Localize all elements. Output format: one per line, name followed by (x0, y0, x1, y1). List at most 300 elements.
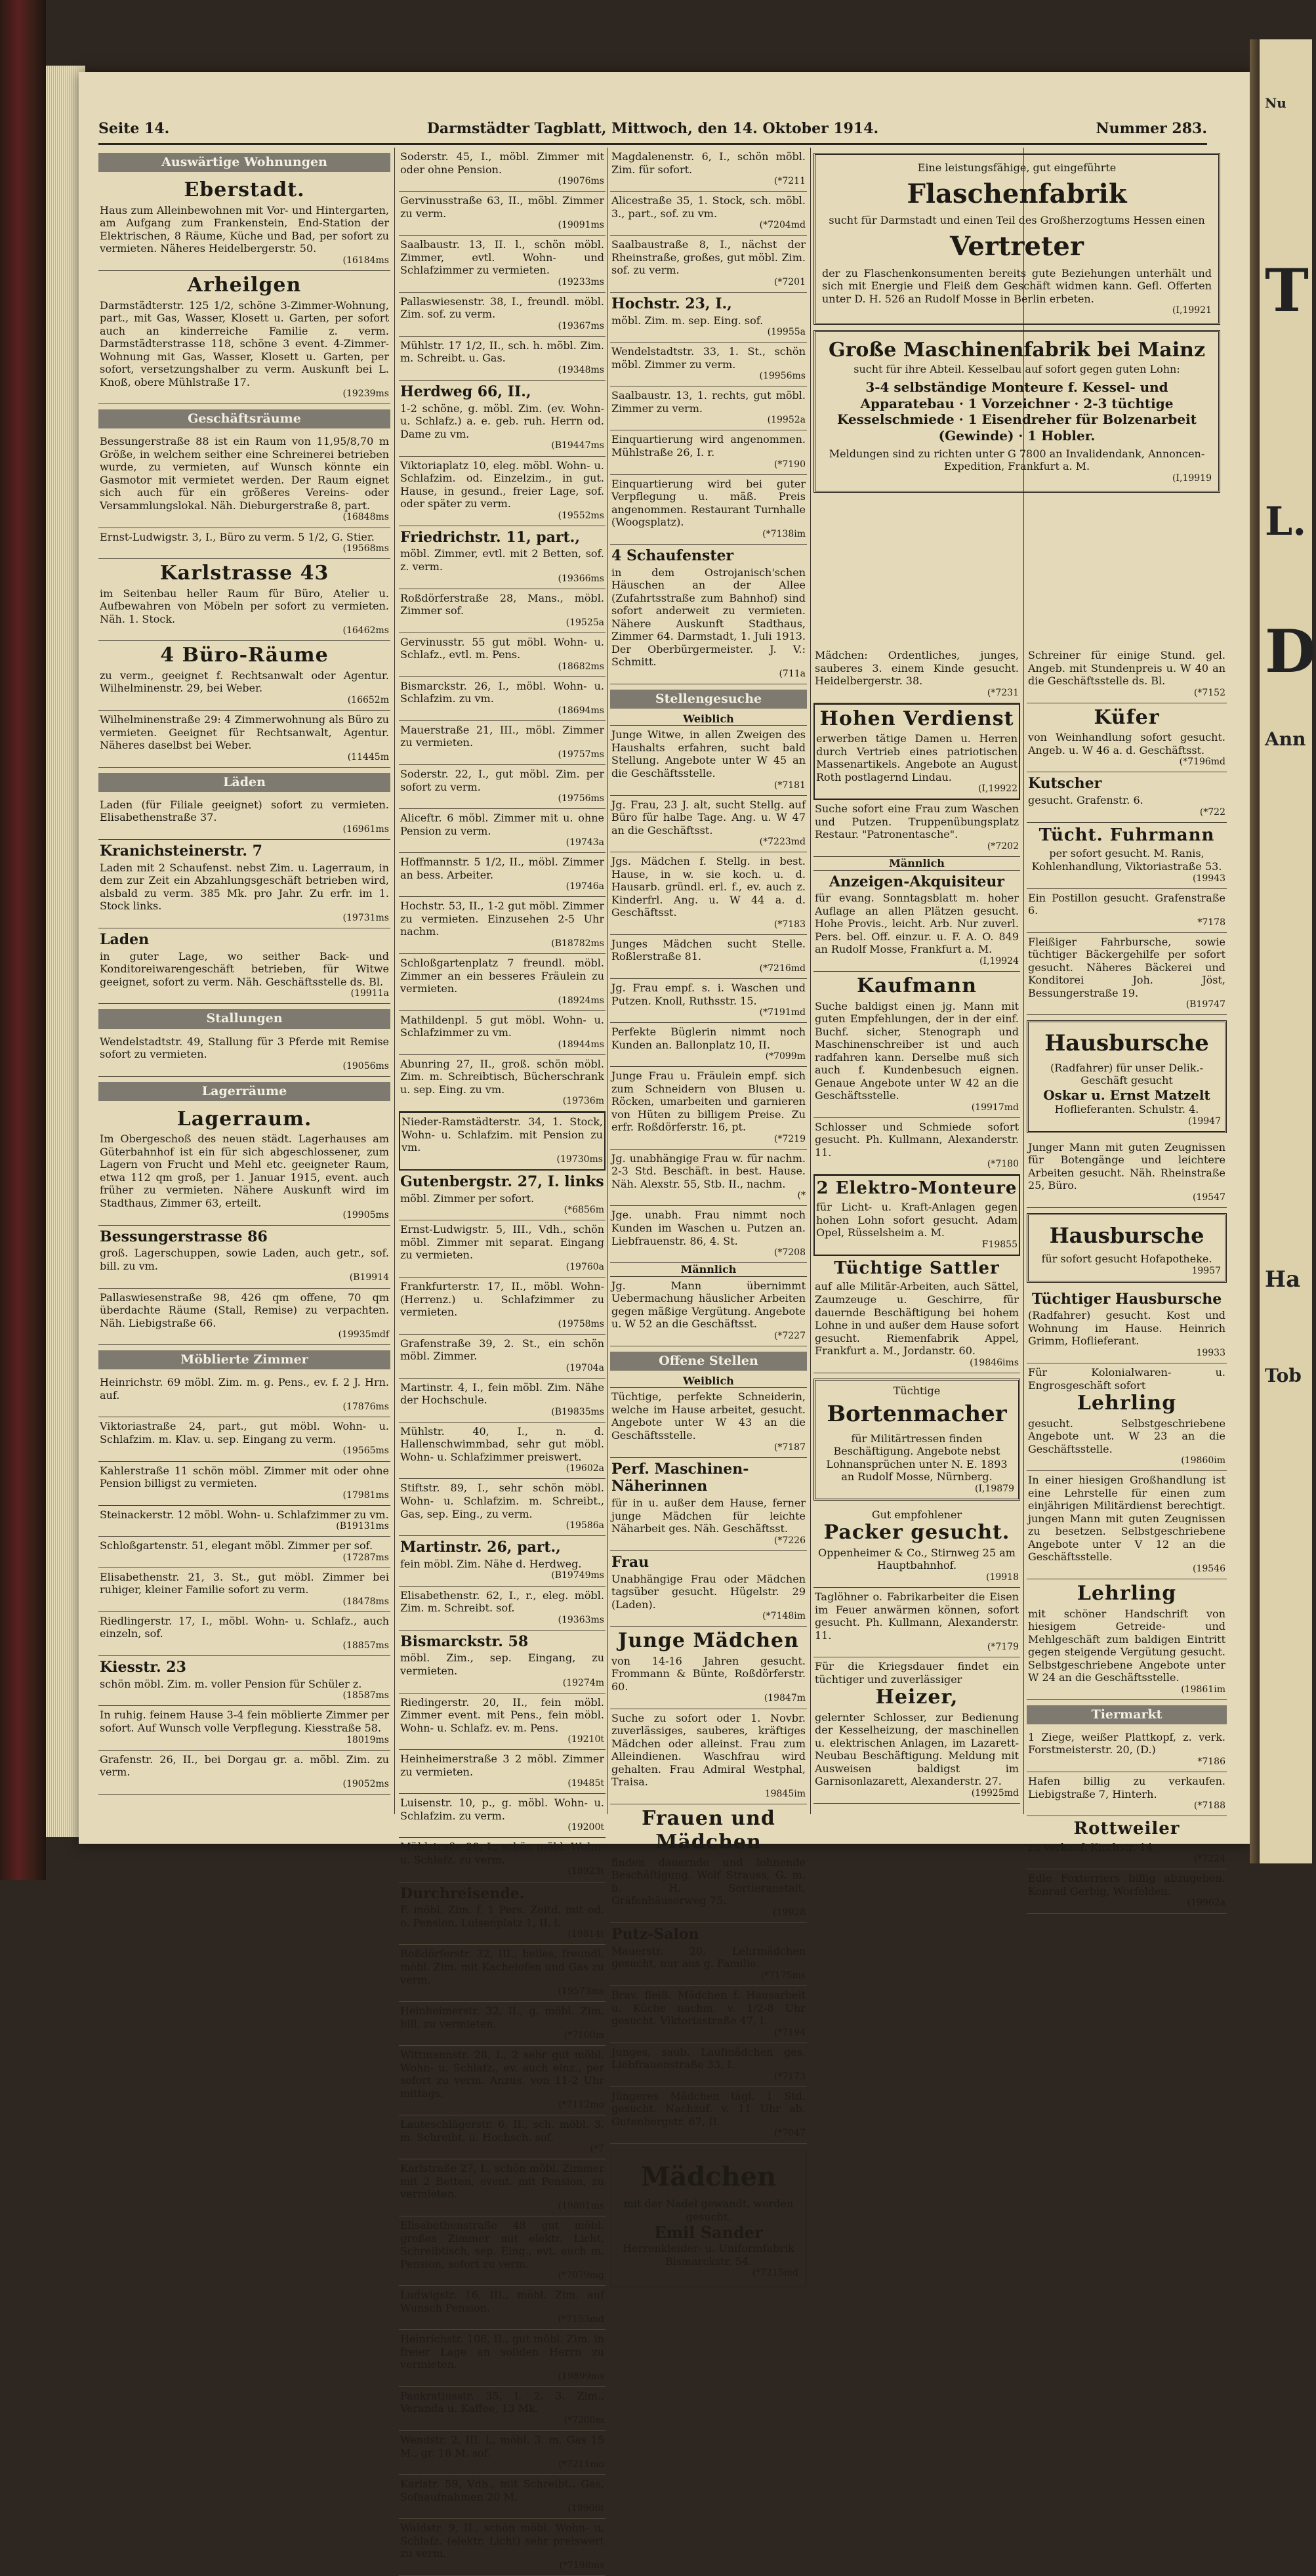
classified-ad (399, 1587, 606, 1631)
ad-code: (19935mdf (338, 1329, 389, 1340)
ad-text: für Militärtressen finden Beschäftigung. Angebote nebst Lohnansprüchen unter N. E. 1893 an Rudolf Mosse, Nürnberg. (826, 1432, 1008, 1484)
ad-text: möbl. Zimmer, evtl. mit 2 Betten, sof. z. verm. (400, 547, 604, 573)
ad-heading: Hausbursche (1049, 1222, 1204, 1248)
classified-ad (399, 1335, 606, 1379)
ad-code: (*7219 (773, 1133, 806, 1144)
ad-code: (19552ms (558, 510, 604, 521)
ad-text: Mühlstraße 28, I., schön möbl. Wohn- u. Schlafz. zu verm. (400, 1840, 604, 1866)
classified-ad (399, 337, 606, 381)
ad-list: 3-4 selbständige Monteure f. Kessel- und Apparatebau · 1 Vorzeichner · 2-3 tüchtige Kesselschmiede · 1 Eisendreher für Bolzenarbeit (Gewinde) · 1 Hobler. (837, 379, 1197, 444)
issue-number: Nummer 283. (1096, 120, 1207, 137)
ad-code: (B19749ms (551, 1570, 604, 1581)
classified-ad (98, 176, 390, 271)
subsection-heading: Weiblich (610, 713, 807, 726)
classified-ad (610, 1923, 807, 1986)
subsection-heading: Männlich (610, 1263, 807, 1277)
ad-text: Heinheimerstr. 32, II., g. möbl. Zim. bill. zu vermieten. (400, 2005, 604, 2030)
ad-text: von Weinhandlung sofort gesucht. Angeb. u. W 46 a. d. Geschäftsst. (1028, 731, 1225, 757)
classified-ad (610, 1458, 807, 1551)
classified-ad (399, 2330, 606, 2387)
classified-ad (399, 148, 606, 192)
ad-text: in guter Lage, wo seither Back- und Konditoreiwarengeschäft betrieben, für Witwe geeignet, sofort zu verm. Näh. Geschäftsstelle ds. Bl. (100, 949, 389, 988)
classified-ad (399, 2286, 606, 2330)
ad-text: Grafenstraße 39, 2. St., ein schön möbl. Zimmer. (400, 1337, 604, 1363)
ad-text: Elisabethenstr. 21, 3. St., gut möbl. Zimmer bei ruhiger, kleiner Familie sofort zu verm. (100, 1570, 389, 1596)
ad-heading: Martinstr. 26, part., (400, 1539, 561, 1556)
ad-code: (19546 (1193, 1563, 1225, 1574)
ad-code: (17981ms (342, 1489, 389, 1501)
classified-ad (399, 809, 606, 853)
boxed-ad (813, 703, 1020, 800)
ad-code: (16848ms (342, 512, 389, 523)
ad-code: (*7079mg (558, 2270, 604, 2281)
ad-code: (B19835ms (551, 1406, 604, 1417)
classified-ad (813, 1118, 1020, 1175)
classified-ad (610, 1986, 807, 2043)
ad-code: (*7231 (987, 687, 1019, 698)
classified-ad (610, 1023, 807, 1067)
classified-ad (98, 796, 390, 840)
ad-text: Hoffmannstr. 5 1/2, II., möbl. Zimmer an bess. Arbeiter. (400, 856, 604, 881)
ad-code: (19906t (567, 2503, 604, 2514)
boxed-ad (813, 330, 1220, 493)
ad-code: (19704a (565, 1362, 604, 1373)
classified-ad (610, 236, 807, 293)
ad-heading: Lehrling (1077, 1392, 1177, 1415)
ad-heading: Arheilgen (187, 273, 302, 297)
column-rule (394, 148, 395, 1814)
column-5 (1027, 646, 1227, 1909)
ad-code: (11445m (347, 751, 389, 762)
ad-code: (*7188 (1193, 1800, 1225, 1812)
ad-heading: Frau (611, 1553, 649, 1571)
ad-text: sucht für Darmstadt und einen Teil des Großherzogtums Hessen einen (829, 214, 1205, 227)
ad-code: (*722 (1199, 806, 1225, 818)
ad-text: Nieder-Ramstädterstr. 34, 1. Stock, Wohn- u. Schlafzim. mit Pension zu vm. (401, 1115, 603, 1154)
ad-heading: Junge Mädchen (618, 1629, 799, 1653)
ad-text: Hoflieferanten. Schulstr. 4. (1054, 1103, 1199, 1116)
classified-ad (399, 1794, 606, 1838)
classified-ad (98, 1462, 390, 1506)
ad-text: Brav. fleiß. Mädchen f. Hausarbeit u. Küche nachm. v. 1/2-8 Uhr gesucht. Viktoriastraße 47, I. (611, 1988, 806, 2027)
ad-text: Suche zu sofort oder 1. Novbr. zuverlässiges, sauberes, kräftiges Mädchen oder alleinst. Frau zum Alleindienen. Waschfrau wird gehalten. Frau Admiral Westphal, Traisa. (611, 1711, 806, 1789)
classified-ad (610, 1709, 807, 1804)
ad-code: (19911a (350, 988, 389, 999)
ad-text: Viktoriastraße 24, part., gut möbl. Wohn- u. Schlafzim. m. Klav. u. sep. Eingang zu verm. (100, 1420, 389, 1445)
classified-ad (399, 457, 606, 526)
ad-code: (I,19922 (978, 783, 1018, 795)
classified-ad (1027, 1471, 1227, 1579)
ad-code: (B18782ms (551, 938, 604, 949)
ad-code: (18944ms (558, 1039, 604, 1050)
ad-text: für Licht- u. Kraft-Anlagen gegen hohen Lohn sofort gesucht. Adam Opel, Rüsselsheim a. M. (816, 1201, 1018, 1239)
ad-code: (*7190 (773, 459, 806, 470)
classified-ad (610, 430, 807, 474)
classified-ad (610, 1067, 807, 1150)
ad-text: Aliceftr. 6 möbl. Zimmer mit u. ohne Pension zu verm. (400, 812, 604, 837)
classified-ad (399, 1838, 606, 1882)
ad-text: Junge Witwe, in allen Zweigen des Haushalts erfahren, sucht bald Stellung. Angebote unter W 45 an die Geschäftsstelle. (611, 728, 806, 779)
classified-ad (399, 1171, 606, 1220)
ad-code: (*7099m (765, 1051, 806, 1062)
ad-text: erwerben tätige Damen u. Herren durch Vertrieb eines patriotischen Massenartikels. Angebote an August Roth postlagernd Lindau. (816, 732, 1018, 783)
ad-code: (I,19879 (975, 1483, 1014, 1494)
classified-ad (610, 148, 807, 192)
column-rule (810, 148, 811, 1814)
ad-heading: Gutenbergstr. 27, I. links (400, 1173, 604, 1190)
classified-ad (399, 2387, 606, 2431)
ad-code: 19957 (1191, 1265, 1221, 1276)
ad-text: Elisabethenstraße 48 gut möbl. großes Zimmer mit elektr. Licht, Schreibtisch, sep. Eing., evt. auch m. Pension, sofort zu verm. (400, 2219, 604, 2270)
classified-ad (610, 1804, 807, 1923)
classified-ad (399, 2519, 606, 2576)
ad-code: (19801ms (558, 2201, 604, 2211)
ad-text: 1 Ziege, weißer Plattkopf, z. verk. Forstmeisterstr. 20, (D.) (1028, 1730, 1225, 1756)
ad-text: zu verkauf. Kirchstr. 14. (1028, 1840, 1157, 1854)
ad-code: (*7153md (558, 2314, 604, 2325)
column-1 (98, 148, 390, 1814)
classified-ad (399, 954, 606, 1011)
ad-text: Ernst-Ludwigstr. 3, I., Büro zu verm. 5 1/2, G. Stier. (100, 530, 375, 543)
ad-text: In einer hiesigen Großhandlung ist eine Lehrstelle für einen zum einjährigen Militärdienst berechtigt. jungen Mann mit guten Zeugnissen zu besetzen. Selbstgeschriebene Angebote unter V 12 an die Geschäftsstelle. (1028, 1474, 1225, 1564)
ad-text: Mühlstr. 17 1/2, II., sch. h. möbl. Zim. m. Schreibt. u. Gas. (400, 339, 604, 365)
ad-code: (19274m (562, 1677, 604, 1688)
ad-text: Eine leistungsfähige, gut eingeführte (917, 161, 1117, 174)
ad-code: 19845im (764, 1788, 806, 1799)
ad-code: (*7187 (773, 1442, 806, 1453)
ad-code: F19855 (981, 1239, 1018, 1250)
ad-text: Haus zum Alleinbewohnen mit Vor- und Hintergarten, am Aufgang zum Frankenstein, End-Station der Elektrischen, 8 Räume, Küche und Bad, per sofort zu vermieten. Näheres Heidelbergerstr. 50. (100, 203, 389, 255)
ad-code: (18587ms (342, 1690, 389, 1701)
ad-code: (18923t (567, 1866, 604, 1877)
ad-code: (*6856m (564, 1205, 604, 1216)
ad-code: (*7226 (773, 1535, 806, 1546)
ad-code: (*7047 (773, 2128, 806, 2139)
classified-ad (399, 1882, 606, 1945)
ad-code: (19846ims (970, 1357, 1019, 1368)
section-heading: Offene Stellen (610, 1352, 807, 1371)
classified-ad (98, 1751, 390, 1795)
ad-code: (19847m (764, 1693, 806, 1704)
ad-code: (19056ms (342, 1060, 389, 1071)
classified-ad (610, 475, 807, 545)
ad-code: (19366ms (558, 573, 604, 584)
ad-text: Junge Frau u. Fräulein empf. sich zum Schneidern von Blusen u. Röcken, umarbeiten und garnieren von Hüten zu billigem Preise. Zu erfr. Roßdörferstr. 16, pt. (611, 1070, 806, 1134)
ad-heading: Durchreisende. (400, 1884, 525, 1902)
classified-ad (399, 1220, 606, 1278)
boxed-ad (1027, 1020, 1227, 1132)
ad-text: für sofort gesucht Hofapotheke. (1041, 1253, 1212, 1265)
classified-ad (1027, 1288, 1227, 1363)
ad-code: (*7202 (987, 841, 1019, 852)
ad-code: *7186 (1197, 1756, 1225, 1767)
ad-code: (19485t (567, 1778, 604, 1789)
ad-text: Heinrichstr. 69 möbl. Zim. m. g. Pens., ev. f. 2 J. Hrn. auf. (100, 1376, 389, 1402)
ad-text: Heinheimerstraße 3 2 möbl. Zimmer zu vermieten. (400, 1753, 604, 1778)
ad-text: Schloßgartenplatz 7 freundl. möbl. Zimmer an ein besseres Fräulein zu vermieten. (400, 956, 604, 995)
ad-code: (*7223md (759, 837, 806, 848)
ad-text: Darmstädterstr. 125 1/2, schöne 3-Zimmer-Wohnung, part., mit Gas, Wasser, Klosett u. Garten, per sofort auch an kinderreiche Familie z. verm. Darmstädterstrasse 118, schöne 3 event. 4-Zimmer-Wohnung mit Gas, Wasser, Klosett u. Garten, per sofort, versetzungshalber zu verm. Auskunft bei L. Knoß, obere Mühlstraße 17. (100, 299, 389, 388)
ad-heading: Perf. Maschinen-Näherinnen (611, 1460, 749, 1495)
ad-code: (19348ms (558, 364, 604, 375)
classified-ad (610, 1150, 807, 1207)
ad-text: Mathildenpl. 5 gut möbl. Wohn- u. Schlafzimmer zu vm. (400, 1013, 604, 1039)
ad-text: Lauteschlägerstr. 6, II., sch. möbl. 3. m. Schreibt. u. Hochsch. sof. (400, 2118, 604, 2144)
classified-ad (98, 1706, 390, 1750)
ad-heading: 4 Schaufenster (611, 547, 734, 564)
classified-ad (399, 2046, 606, 2115)
classified-ad (1027, 1138, 1227, 1208)
ad-text: In ruhig. feinem Hause 3-4 fein möblierte Zimmer per sofort. Auf Wunsch volle Verpflegung. Kiesstraße 58. (100, 1709, 389, 1734)
ad-code: (*7224 (1193, 1854, 1225, 1865)
ad-heading: Frauen und Mädchen (642, 1806, 775, 1854)
ad-text: Elisabethenstr. 62, I., r., eleg. möbl. Zim. m. Schreibt. sof. (400, 1589, 604, 1615)
ad-code: (18682ms (558, 661, 604, 672)
classified-ad (399, 1631, 606, 1693)
classified-ad (399, 589, 606, 633)
classified-ad (98, 1656, 390, 1706)
classified-ad (399, 1423, 606, 1480)
ad-code: (*7200m (564, 2415, 604, 2426)
ad-text: Riedingerstr. 20, II., fein möbl. Zimmer event. mit Pens., fein möbl. Wohn- u. Schlafz. ev. m. Pens. (400, 1695, 604, 1734)
ad-heading: Große Maschinenfabrik bei Mainz (828, 339, 1206, 362)
classified-ad (610, 343, 807, 386)
ad-text: gelernter Schlosser, zur Bedienung der Kesselheizung, der maschinellen u. elektrischen Anlagen, im Lazarett-Neubau Beschäftigung. Meldung mit Ausweisen baldigst im Garnisonlazarett, Alexanderstr. 27. (815, 1711, 1019, 1788)
classified-ad (610, 726, 807, 795)
ad-code: (19736m (562, 1096, 604, 1107)
classified-ad (98, 840, 390, 928)
boxed-ad (813, 153, 1220, 325)
ad-code: (19955a (767, 327, 806, 338)
boxed-ad (610, 2149, 807, 2287)
ad-code: (19861im (1181, 1684, 1225, 1695)
classified-ad (610, 1277, 807, 1346)
ad-code: (19943 (1193, 873, 1225, 884)
ad-code: (*7138im (762, 528, 806, 539)
ad-text: Jg. unabhängige Frau w. für nachm. 2-3 Std. Beschäft. in best. Hause. Näh. Alexstr. 55, Stb. II., nachm. (611, 1152, 806, 1190)
ad-heading: Anzeigen-Akquisiteur (829, 873, 1004, 890)
ad-text: von 14-16 Jahren gesucht. Frommann & Bünte, Roßdörferstr. 60. (611, 1654, 806, 1693)
ad-text: (Radfahrer) gesucht. Kost und Wohnung im Hause. Heinrich Grimm, Hoflieferant. (1028, 1309, 1225, 1348)
ad-text: Fleißiger Fahrbursche, sowie tüchtiger Bäckergehilfe per sofort gesucht. Näheres Bäckerei und Konditorei Joh. Jöst, Bessungerstraße 19. (1028, 935, 1225, 999)
ad-text: Jüngeres Mädchen tägl. 1 Std. gesucht. Nachzuf. v. 11 Uhr ab. Gutenbergstr. 67, II. (611, 2089, 806, 2128)
classified-ad (610, 293, 807, 343)
ad-code: (17876ms (342, 1402, 389, 1413)
ad-heading: Rottweiler (1073, 1819, 1180, 1839)
ad-text: Saalbaustr. 13, 1. rechts, gut möbl. Zimmer zu verm. (611, 389, 806, 415)
ad-code: (*7100m (564, 2030, 604, 2041)
ad-text: Heinrichstr. 108, II., gut möbl. Zim. in freier Lage an soliden Herrn zu vermieten. (400, 2333, 604, 2371)
ad-heading: Heizer, (875, 1686, 958, 1709)
ad-text: in dem Ostrojanisch'schen Häuschen an der Allee (Zufahrtsstraße zum Bahnhof) sind sofort anderweit zu vermieten. Nähere Auskunft Stadthaus, Zimmer 64. Darmstadt, 1. Juli 1913. Der Oberbürgermeister. J. V.: Schmitt. (611, 566, 806, 669)
ad-code: (19525a (565, 617, 604, 628)
ad-text: Hochstr. 53, II., 1-2 gut möbl. Zimmer zu vermieten. Einzusehen 2-5 Uhr nachm. (400, 900, 604, 938)
ad-text: gesucht. Grafenstr. 6. (1028, 794, 1143, 807)
ad-text: Junges, saub. Laufmädchen ges. Liebfrauenstraße 33, I. (611, 2045, 806, 2071)
ad-text: Soderstr. 45, I., möbl. Zimmer mit oder ohne Pension. (400, 150, 604, 176)
classified-ad (1027, 1816, 1227, 1869)
ad-heading: Lehrling (1077, 1581, 1177, 1605)
ad-code: (*7173 (773, 2071, 806, 2082)
classified-ad (813, 1506, 1020, 1588)
classified-ad (399, 192, 606, 236)
classified-ad (1027, 1728, 1227, 1772)
facing-text: Ha (1265, 1266, 1301, 1293)
ad-heading: Kutscher (1028, 775, 1102, 793)
ad-code: (*7198ms (559, 2560, 604, 2571)
ad-heading: Putz-Salon (611, 1926, 699, 1943)
classified-ad (399, 2002, 606, 2046)
classified-ad (1027, 772, 1227, 822)
ad-code: (19200t (567, 1822, 604, 1833)
ad-heading: Bismarckstr. 58 (400, 1632, 529, 1650)
classified-ad (1027, 823, 1227, 889)
ad-code: (19547 (1193, 1192, 1225, 1203)
page-header (98, 117, 1207, 145)
ad-text: Hafen billig zu verkaufen. Liebigstraße 7, Hinterh. (1028, 1775, 1225, 1800)
ad-heading: Friedrichstr. 11, part., (400, 528, 580, 546)
ad-code: (19233ms (558, 276, 604, 287)
ad-text: Martinstr. 4, I., fein möbl. Zim. Nähe der Hochschule. (400, 1381, 604, 1407)
facing-text: D (1265, 617, 1316, 686)
ad-text: Ein Postillon gesucht. Grafenstraße 6. (1028, 891, 1225, 917)
ad-code: (19731ms (342, 912, 389, 923)
ad-heading: Vertreter (950, 230, 1084, 262)
ad-code: (*7152 (1193, 687, 1225, 698)
ad-text: Gervinusstraße 63, II., möbl. Zimmer zu verm. (400, 194, 604, 220)
ad-heading: Hausbursche (1044, 1030, 1209, 1057)
ad-text: Mauerstr. 20, Lehrmädchen gesucht, nur aus g. Familie. (611, 1944, 806, 1970)
classified-ad (813, 1657, 1020, 1804)
ad-text: sucht für ihre Abteil. Kesselbau auf sofort gegen guten Lohn: (853, 362, 1180, 375)
classified-ad (610, 935, 807, 979)
classified-ad (1027, 1579, 1227, 1700)
facing-text: T (1265, 256, 1309, 325)
ad-code: (*7175ms (760, 1970, 806, 1981)
ad-text: Kahlerstraße 11 schön möbl. Zimmer mit oder ohne Pension billigst zu vermieten. (100, 1464, 389, 1490)
classified-ad (610, 2087, 807, 2144)
classified-ad (610, 1206, 807, 1263)
ad-code: (19918 (986, 1571, 1019, 1583)
classified-ad (399, 633, 606, 677)
ad-heading: Kiesstr. 23 (100, 1659, 186, 1676)
ad-code: (* (797, 1190, 806, 1201)
ad-code: (18857ms (342, 1640, 389, 1651)
classified-ad (98, 1033, 390, 1077)
classified-ad (813, 972, 1020, 1118)
ad-code: (19602a (565, 1463, 604, 1474)
ad-code: (16652m (347, 694, 389, 705)
ad-text: mit schöner Handschrift von hiesigem Getreide- und Mehlgeschäft zum baldigen Eintritt gegen steigende Vergütung gesucht. Selbstgeschriebene Angebote unter W 24 an die Geschäftsstelle. (1028, 1607, 1225, 1684)
classified-ad (399, 2159, 606, 2216)
classified-ad (98, 528, 390, 560)
ad-text: Jg. Frau, 23 J. alt, sucht Stellg. auf Büro für halbe Tage. Ang. u. W 47 an die Geschäftsst. (611, 798, 806, 837)
ad-code: (16462ms (342, 625, 389, 636)
facing-text: L. (1265, 499, 1307, 545)
ad-text: Bismarckstr. 26, I., möbl. Wohn- u. Schlafzim. zu vm. (400, 679, 604, 705)
classified-ad (399, 526, 606, 589)
ad-text: auf alle Militär-Arbeiten, auch Sättel, Zaumzeuge u. Geschirre, für dauernde Beschäftigung bei hohem Lohne in und außer dem Hause sofort gesucht. Riemenfabrik Appel, Frankfurt a. M., Jordanstr. 60. (815, 1280, 1019, 1358)
classified-ad (98, 1417, 390, 1461)
ad-code: (*7211mo (558, 2459, 604, 2470)
ad-text: Einquartierung wird bei guter Verpflegung u. mäß. Preis angenommen. Restaurant Turnhalle (Woogsplatz). (611, 477, 806, 529)
ad-code: (19586a (565, 1520, 604, 1531)
ad-code: (*7181 (773, 779, 806, 791)
ad-code: *7178 (1197, 917, 1225, 928)
classified-ad (399, 1536, 606, 1586)
ad-text: Suche sofort eine Frau zum Waschen und Putzen. Truppenübungsplatz Restaur. "Patronentasche". (815, 802, 1019, 841)
section-heading: Stellengesuche (610, 690, 807, 709)
ad-text: schön möbl. Zim. m. voller Pension für Schüler z. (100, 1677, 362, 1690)
classified-ad (610, 192, 807, 236)
ad-text: Perfekte Büglerin nimmt noch Kunden an. Ballonplatz 10, II. (611, 1026, 806, 1051)
ad-text: Oppenheimer & Co., Stirnweg 25 am Hauptbahnhof. (818, 1546, 1016, 1572)
ad-text: groß. Lagerschuppen, sowie Laden, auch getr., sof. bill. zu vm. (100, 1247, 389, 1272)
ad-code: (18694ms (558, 705, 604, 716)
facing-text: Ann (1265, 728, 1306, 750)
classified-ad (98, 1568, 390, 1612)
ad-text: Gut empfohlener (871, 1508, 962, 1521)
ad-code: (19565ms (342, 1445, 389, 1457)
ad-text: der zu Flaschenkonsumenten bereits gute Beziehungen unterhält und sich mit Energie und Fleiß dem Geschäft widmen kann. Gefl. Offerten unter D. H. 526 an Rudolf Mosse in Berlin erbeten. (822, 266, 1212, 305)
boxed-ad (399, 1111, 606, 1171)
ad-text: Soderstr. 22, I., gut möbl. Zim. per sofort zu verm. (400, 768, 604, 793)
ad-heading: Eberstadt. (184, 178, 305, 202)
ad-text: Saalbaustr. 13, II. l., schön möbl. Zimmer, evtl. Wohn- und Schlafzimmer zu vermieten. (400, 238, 604, 277)
ad-text: Viktoriaplatz 10, eleg. möbl. Wohn- u. Schlafzim. od. Einzelzim., in gut. Hause, in gesund., freier Lage, sof. oder später zu verm. (400, 459, 604, 510)
classified-ad (1027, 1869, 1227, 1913)
ad-heading: Bortenmacher (827, 1401, 1007, 1428)
ad-code: (*7204md (759, 220, 806, 231)
classified-ad (813, 871, 1020, 972)
ad-code: (B19447ms (551, 440, 604, 451)
ad-code: 18019ms (346, 1734, 389, 1745)
ad-code: (B19914 (349, 1272, 389, 1283)
ad-text: Karlstr. 59, Vdh., mit Schreibt., Gas, Sofaaufnahmen 20 M. (400, 2478, 604, 2503)
ad-company: Oskar u. Ernst Matzelt (1043, 1087, 1210, 1103)
classified-ad (399, 897, 606, 954)
ad-code: (*7196md (1179, 757, 1225, 768)
ad-code: (I,19921 (1172, 305, 1212, 316)
classified-ad (1027, 1363, 1227, 1471)
ad-code: (*7191md (759, 1007, 806, 1018)
classified-ad (98, 1226, 390, 1289)
page-number: Seite 14. (98, 120, 170, 137)
ad-text: Schlosser und Schmiede sofort gesucht. Ph. Kullmann, Alexanderstr. 11. (815, 1120, 1019, 1159)
classified-ad (610, 979, 807, 1023)
classified-ad (399, 1379, 606, 1423)
ad-code: (*7 (590, 2144, 604, 2155)
ad-text: 1-2 schöne, g. möbl. Zim. (ev. Wohn- u. Schlafz.) a. e. geb. ruh. Herrn od. Dame zu vm. (400, 402, 604, 440)
ad-code: (I,19919 (1172, 472, 1212, 484)
classified-ad (399, 1011, 606, 1055)
ad-text: Für die Kriegsdauer findet ein tüchtiger und zuverlässiger (815, 1660, 1019, 1686)
ad-text: Mädchen: Ordentliches, junges, sauberes 3. einem Kinde gesucht. Heidelbergerstr. 38. (815, 649, 1019, 688)
ad-text: Wittmannstr. 28, I., 2 sehr gut möbl. Wohn- u. Schlafz., ev. auch einz., per sofort zu verm. Anzus. von 11-2 Uhr mittags. (400, 2048, 604, 2100)
ad-code: (*7148im (762, 1611, 806, 1622)
facing-page (1260, 39, 1316, 1863)
ad-heading: 2 Elektro-Monteure (816, 1178, 1018, 1199)
ad-text: Luisenstr. 10, p., g. möbl. Wohn- u. Schlafzim. zu verm. (400, 1797, 604, 1822)
ad-text: Im Obergeschoß des neuen städt. Lagerhauses am Güterbahnhof ist ein für sich abgeschlossener, zum Lagern von Frucht und Mehl etc. geeigneter Raum, etwa 112 qm groß, per 1. Januar 1915, event. auch früher zu vermieten. Nähere Auskunft wird im Stadthaus, Zimmer 63, erteilt. (100, 1132, 389, 1209)
ad-code: (19568ms (342, 543, 389, 554)
ad-code: (*7183 (773, 919, 806, 930)
ad-code: (711a (779, 668, 806, 679)
ad-text: Wendelstadtstr. 33, 1. St., schön möbl. Zimmer zu verm. (611, 345, 806, 371)
classified-ad (1027, 933, 1227, 1016)
ad-text: Ludwigstr. 16, III., möbl. Zim. auf Wunsch Pension. (400, 2289, 604, 2314)
ad-text: per sofort gesucht. M. Ranis, Kohlenhandlung, Viktoriastraße 53. (1031, 847, 1222, 873)
